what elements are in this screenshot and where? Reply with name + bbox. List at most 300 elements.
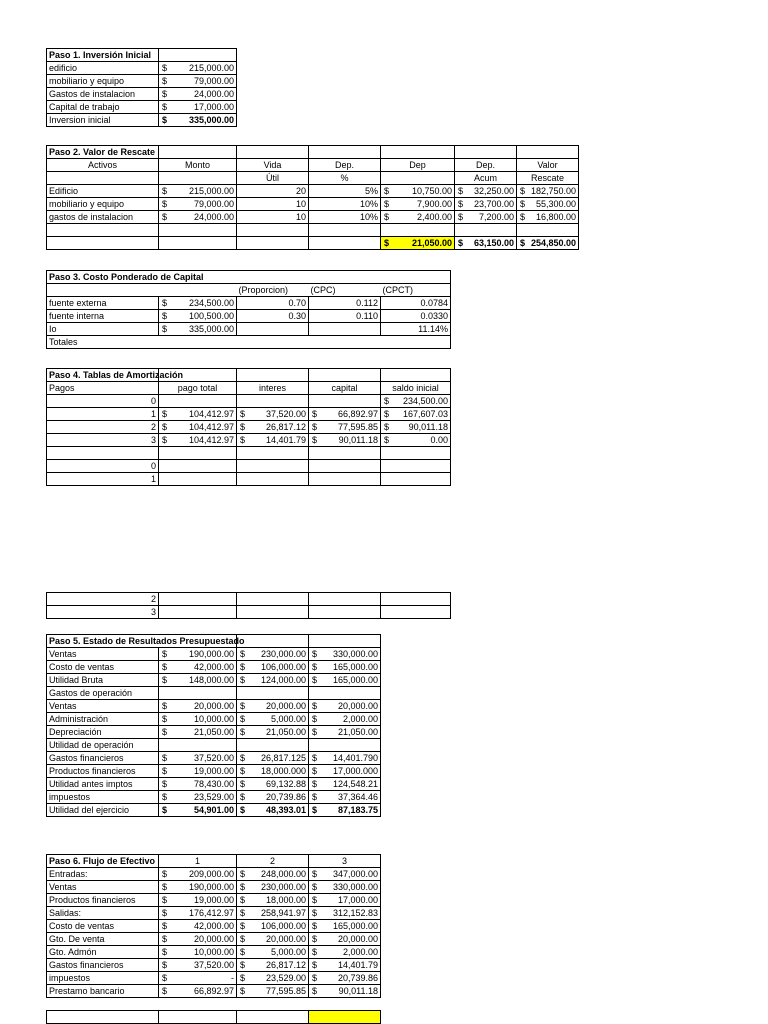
currency-sign: $ xyxy=(162,753,168,763)
empty-cell xyxy=(309,606,381,619)
amount-value: 90,011.18 xyxy=(408,422,448,432)
amount-value: 14,401.79 xyxy=(337,960,378,970)
amount-value: 26,817.12 xyxy=(265,960,306,970)
amount-value: 20,000.00 xyxy=(193,701,234,711)
cpc-cell: 0.112 xyxy=(309,297,381,310)
year-2-cell xyxy=(237,804,309,817)
table-row xyxy=(47,211,579,224)
year-3-cell xyxy=(309,752,381,765)
acum-cell xyxy=(455,198,517,211)
amount-value: 254,850.00 xyxy=(530,238,576,248)
currency-sign: $ xyxy=(312,727,318,737)
empty-cell xyxy=(237,447,309,460)
paso3-table xyxy=(46,270,451,349)
empty-cell xyxy=(159,447,237,460)
acum-cell xyxy=(455,185,517,198)
amount-value: 78,430.00 xyxy=(193,779,234,789)
amount-value: 24,000.00 xyxy=(193,212,234,222)
amount-value: 42,000.00 xyxy=(193,662,234,672)
row-amount xyxy=(159,75,237,88)
currency-sign: $ xyxy=(162,675,168,685)
empty-cell xyxy=(159,593,237,606)
table-row xyxy=(47,434,451,447)
currency-sign: $ xyxy=(162,649,168,659)
empty-cell xyxy=(381,224,455,237)
table-row xyxy=(47,473,451,486)
table-row xyxy=(47,752,381,765)
empty-cell xyxy=(159,473,237,486)
table-row xyxy=(47,713,381,726)
empty-cell xyxy=(309,224,381,237)
row-label: Ventas xyxy=(47,700,159,713)
amount-value: 20,000.00 xyxy=(265,934,306,944)
empty-cell xyxy=(309,336,381,349)
amount-value: 37,520.00 xyxy=(193,753,234,763)
currency-sign: $ xyxy=(312,779,318,789)
year-2-cell xyxy=(237,778,309,791)
amount-value: 19,000.00 xyxy=(193,895,234,905)
pago-cell xyxy=(159,421,237,434)
empty-cell xyxy=(309,593,381,606)
table-row xyxy=(47,421,451,434)
year-1-cell xyxy=(159,700,237,713)
period-2-cell xyxy=(237,933,309,946)
currency-sign: $ xyxy=(312,908,318,918)
currency-sign: $ xyxy=(162,934,168,944)
paso5-table xyxy=(46,634,381,817)
amount-value: 37,520.00 xyxy=(265,409,306,419)
empty-cell xyxy=(381,336,451,349)
amount-value: 17,000.00 xyxy=(337,895,378,905)
dep-cell xyxy=(381,185,455,198)
amount-value: 5,000.00 xyxy=(270,714,306,724)
column-header: Valor xyxy=(517,159,579,172)
table-row xyxy=(47,606,451,619)
row-label: Prestamo bancario xyxy=(47,985,159,998)
currency-sign: $ xyxy=(240,921,246,931)
amount-value: 312,152.83 xyxy=(332,908,378,918)
paso5-title: Paso 5. Estado de Resultados Presupuestado xyxy=(47,635,159,648)
amount-value: 54,901.00 xyxy=(193,805,234,815)
amount-value: 17,000.000 xyxy=(332,766,378,776)
currency-sign: $ xyxy=(520,212,526,222)
empty-cell xyxy=(309,369,381,382)
table-row xyxy=(47,460,451,473)
currency-sign: $ xyxy=(520,199,526,209)
period-2-cell xyxy=(237,868,309,881)
currency-sign: $ xyxy=(240,895,246,905)
amount-value: 55,300.00 xyxy=(535,199,576,209)
paso4-title: Paso 4. Tablas de Amortización xyxy=(47,369,159,382)
row-label: Costo de ventas xyxy=(47,661,159,674)
amount-value: 20,000.00 xyxy=(337,701,378,711)
amount-value: 215,000.00 xyxy=(188,186,234,196)
currency-sign: $ xyxy=(240,973,246,983)
column-header: Vida xyxy=(237,159,309,172)
pct-cell: 10% xyxy=(309,211,381,224)
row-label: mobiliario y equipo xyxy=(47,198,159,211)
year-2-cell xyxy=(237,661,309,674)
table-row xyxy=(47,114,237,127)
amount-value: 124,000.00 xyxy=(260,675,306,685)
currency-sign: $ xyxy=(312,766,318,776)
paso4-table-continued xyxy=(46,592,451,619)
currency-sign: $ xyxy=(240,766,246,776)
table-row xyxy=(47,791,381,804)
amount-value: 21,050.00 xyxy=(411,238,452,248)
currency-sign: $ xyxy=(162,792,168,802)
capital-cell xyxy=(309,408,381,421)
amount-value: 10,000.00 xyxy=(193,947,234,957)
row-label: mobiliario y equipo xyxy=(47,75,159,88)
period-2-cell xyxy=(237,881,309,894)
amount-value: 20,000.00 xyxy=(193,934,234,944)
table-row xyxy=(47,946,381,959)
year-2-cell xyxy=(237,648,309,661)
currency-sign: $ xyxy=(384,238,390,248)
empty-cell xyxy=(517,146,579,159)
empty-cell xyxy=(159,146,237,159)
interes-cell xyxy=(237,421,309,434)
period-3-cell xyxy=(309,894,381,907)
row-amount xyxy=(159,101,237,114)
period-1-cell xyxy=(159,868,237,881)
empty-cell xyxy=(159,1011,237,1024)
currency-sign: $ xyxy=(240,701,246,711)
currency-sign: $ xyxy=(162,76,168,86)
period-3-cell xyxy=(309,933,381,946)
amount-value: 42,000.00 xyxy=(193,921,234,931)
empty-cell xyxy=(47,447,159,460)
empty-cell xyxy=(159,336,237,349)
monto-cell xyxy=(159,310,237,323)
column-header: saldo inicial xyxy=(381,382,451,395)
pago-number: 0 xyxy=(47,460,159,473)
period-1-cell xyxy=(159,946,237,959)
row-label: Gastos financieros xyxy=(47,752,159,765)
period-1-cell xyxy=(159,933,237,946)
currency-sign: $ xyxy=(162,311,168,321)
period-3-cell xyxy=(309,946,381,959)
amount-value: 124,548.21 xyxy=(332,779,378,789)
proporcion-cell: 0.70 xyxy=(237,297,309,310)
currency-sign: $ xyxy=(162,199,168,209)
empty-cell xyxy=(237,1011,309,1024)
paso2-table xyxy=(46,145,579,250)
currency-sign: $ xyxy=(162,409,168,419)
amount-value: 18,000.000 xyxy=(260,766,306,776)
currency-sign: $ xyxy=(312,435,318,445)
currency-sign: $ xyxy=(240,727,246,737)
amount-value: 79,000.00 xyxy=(193,199,234,209)
currency-sign: $ xyxy=(162,973,168,983)
year-3-cell xyxy=(309,648,381,661)
table-row xyxy=(47,395,451,408)
paso3-h-prop: (Proporcion) xyxy=(237,284,309,297)
amount-value: 230,000.00 xyxy=(260,882,306,892)
table-row xyxy=(47,894,381,907)
currency-sign: $ xyxy=(240,869,246,879)
total-dep-cell xyxy=(381,237,455,250)
empty-cell xyxy=(455,224,517,237)
row-amount xyxy=(159,88,237,101)
row-label: Edificio xyxy=(47,185,159,198)
period-1-cell xyxy=(159,920,237,933)
currency-sign: $ xyxy=(312,869,318,879)
amount-value: 26,817.125 xyxy=(260,753,306,763)
paso2-title: Paso 2. Valor de Rescate xyxy=(47,146,159,159)
pago-number: 0 xyxy=(47,395,159,408)
amount-value: 258,941.97 xyxy=(260,908,306,918)
empty-cell xyxy=(237,395,309,408)
currency-sign: $ xyxy=(384,186,390,196)
column-subheader xyxy=(47,172,159,185)
column-header: pago total xyxy=(159,382,237,395)
period-3-cell xyxy=(309,959,381,972)
currency-sign: $ xyxy=(162,701,168,711)
currency-sign: $ xyxy=(312,792,318,802)
currency-sign: $ xyxy=(520,186,526,196)
period-1-cell xyxy=(159,907,237,920)
table-row xyxy=(47,765,381,778)
currency-sign: $ xyxy=(312,753,318,763)
row-label: fuente interna xyxy=(47,310,159,323)
paso6-title: Paso 6. Flujo de Efectivo xyxy=(47,855,159,868)
table-row xyxy=(47,62,237,75)
empty-cell xyxy=(455,146,517,159)
amount-value: 104,412.97 xyxy=(188,409,234,419)
amount-value: - xyxy=(231,973,234,983)
currency-sign: $ xyxy=(240,409,246,419)
column-header: 1 xyxy=(159,855,237,868)
row-label: Productos financieros xyxy=(47,894,159,907)
currency-sign: $ xyxy=(162,324,168,334)
amount-value: 167,607.03 xyxy=(402,409,448,419)
column-header: interes xyxy=(237,382,309,395)
row-label: Gto. De venta xyxy=(47,933,159,946)
cpct-cell: 11.14% xyxy=(381,323,451,336)
empty-cell xyxy=(159,998,237,1011)
amount-value: 209,000.00 xyxy=(188,869,234,879)
currency-sign: $ xyxy=(162,89,168,99)
year-2-cell xyxy=(237,726,309,739)
capital-cell xyxy=(309,434,381,447)
row-label: Depreciación xyxy=(47,726,159,739)
period-3-cell xyxy=(309,920,381,933)
currency-sign: $ xyxy=(384,422,390,432)
currency-sign: $ xyxy=(240,934,246,944)
amount-value: 330,000.00 xyxy=(332,882,378,892)
amount-value: 190,000.00 xyxy=(188,882,234,892)
empty-cell xyxy=(381,146,455,159)
row-label: Gastos de operación xyxy=(47,687,159,700)
empty-cell xyxy=(159,687,237,700)
row-label: Utilidad Bruta xyxy=(47,674,159,687)
currency-sign: $ xyxy=(384,199,390,209)
paso3-totales: Totales xyxy=(47,336,159,349)
rescate-cell xyxy=(517,198,579,211)
period-2-cell xyxy=(237,920,309,933)
amount-value: 165,000.00 xyxy=(332,675,378,685)
year-3-cell xyxy=(309,804,381,817)
period-2-cell xyxy=(237,907,309,920)
currency-sign: $ xyxy=(240,947,246,957)
currency-sign: $ xyxy=(312,662,318,672)
amount-value: 21,050.00 xyxy=(265,727,306,737)
amount-value: 10,750.00 xyxy=(411,186,452,196)
currency-sign: $ xyxy=(384,396,390,406)
currency-sign: $ xyxy=(458,199,464,209)
year-2-cell xyxy=(237,674,309,687)
row-label: edificio xyxy=(47,62,159,75)
period-1-cell xyxy=(159,959,237,972)
empty-cell xyxy=(159,284,237,297)
proporcion-cell: 0.30 xyxy=(237,310,309,323)
table-row xyxy=(47,778,381,791)
table-row xyxy=(47,804,381,817)
amount-value: 234,500.00 xyxy=(402,396,448,406)
pago-number: 2 xyxy=(47,421,159,434)
currency-sign: $ xyxy=(240,792,246,802)
dep-cell xyxy=(381,211,455,224)
empty-cell xyxy=(237,739,309,752)
row-label: Gastos financieros xyxy=(47,959,159,972)
empty-cell xyxy=(309,635,381,648)
cpc-cell: 0.110 xyxy=(309,310,381,323)
paso3-h-cpct: (CPCT) xyxy=(381,284,451,297)
row-label: impuestos xyxy=(47,791,159,804)
period-2-cell xyxy=(237,959,309,972)
empty-cell xyxy=(237,593,309,606)
table-row xyxy=(47,323,451,336)
currency-sign: $ xyxy=(312,409,318,419)
amount-value: 90,011.18 xyxy=(338,986,378,996)
table-row xyxy=(47,972,381,985)
empty-cell xyxy=(381,606,451,619)
currency-sign: $ xyxy=(162,435,168,445)
currency-sign: $ xyxy=(162,63,168,73)
year-1-cell xyxy=(159,648,237,661)
row-label: Utilidad antes imptos xyxy=(47,778,159,791)
empty-cell xyxy=(159,395,237,408)
currency-sign: $ xyxy=(240,675,246,685)
amount-value: 32,250.00 xyxy=(473,186,514,196)
currency-sign: $ xyxy=(240,422,246,432)
currency-sign: $ xyxy=(312,701,318,711)
period-2-cell xyxy=(237,946,309,959)
year-2-cell xyxy=(237,765,309,778)
column-subheader xyxy=(381,172,455,185)
currency-sign: $ xyxy=(312,882,318,892)
amount-value: 37,364.46 xyxy=(337,792,378,802)
period-1-cell xyxy=(159,894,237,907)
paso4-table xyxy=(46,368,451,486)
currency-sign: $ xyxy=(458,186,464,196)
empty-cell xyxy=(237,687,309,700)
amount-value: 165,000.00 xyxy=(332,921,378,931)
empty-cell xyxy=(309,271,381,284)
period-3-cell xyxy=(309,972,381,985)
year-1-cell xyxy=(159,752,237,765)
empty-cell xyxy=(309,460,381,473)
capital-cell xyxy=(309,421,381,434)
row-label: Utilidad del ejercicio xyxy=(47,804,159,817)
year-3-cell xyxy=(309,713,381,726)
amount-value: 14,401.79 xyxy=(265,435,306,445)
table-row xyxy=(47,726,381,739)
period-3-cell xyxy=(309,881,381,894)
empty-cell xyxy=(237,336,309,349)
currency-sign: $ xyxy=(312,934,318,944)
currency-sign: $ xyxy=(312,675,318,685)
amount-value: 20,000.00 xyxy=(265,701,306,711)
row-label: gastos de instalacion xyxy=(47,211,159,224)
currency-sign: $ xyxy=(312,973,318,983)
period-2-cell xyxy=(237,894,309,907)
vida-cell: 10 xyxy=(237,198,309,211)
empty-cell xyxy=(237,224,309,237)
currency-sign: $ xyxy=(384,435,390,445)
table-row xyxy=(47,674,381,687)
monto-cell xyxy=(159,198,237,211)
empty-cell xyxy=(517,224,579,237)
empty-cell xyxy=(159,606,237,619)
table-row xyxy=(47,198,579,211)
table-row xyxy=(47,101,237,114)
cpc-cell xyxy=(309,323,381,336)
table-row xyxy=(47,739,381,752)
row-label: Io xyxy=(47,323,159,336)
currency-sign: $ xyxy=(240,714,246,724)
row-label: Gastos de instalacion xyxy=(47,88,159,101)
table-row xyxy=(47,687,381,700)
amount-value: 14,401.790 xyxy=(332,753,378,763)
empty-cell xyxy=(47,224,159,237)
pago-number: 1 xyxy=(47,408,159,421)
amount-value: 20,000.00 xyxy=(337,934,378,944)
currency-sign: $ xyxy=(162,986,168,996)
year-3-cell xyxy=(309,765,381,778)
column-header: 3 xyxy=(309,855,381,868)
monto-cell xyxy=(159,211,237,224)
column-header: 2 xyxy=(237,855,309,868)
amount-value: 66,892.97 xyxy=(337,409,378,419)
empty-cell xyxy=(309,1011,381,1024)
column-header: Activos xyxy=(47,159,159,172)
currency-sign: $ xyxy=(312,895,318,905)
period-1-cell xyxy=(159,972,237,985)
saldo-cell xyxy=(381,395,451,408)
column-subheader: Útil xyxy=(237,172,309,185)
monto-cell xyxy=(159,297,237,310)
row-label: Inversion inicial xyxy=(47,114,159,127)
empty-cell xyxy=(381,447,451,460)
year-1-cell xyxy=(159,661,237,674)
currency-sign: $ xyxy=(458,238,464,248)
empty-cell xyxy=(309,447,381,460)
currency-sign: $ xyxy=(162,298,168,308)
currency-sign: $ xyxy=(162,960,168,970)
period-1-cell xyxy=(159,985,237,998)
currency-sign: $ xyxy=(240,649,246,659)
saldo-cell xyxy=(381,408,451,421)
table-row xyxy=(47,593,451,606)
currency-sign: $ xyxy=(384,409,390,419)
pago-number: 3 xyxy=(47,606,159,619)
year-3-cell xyxy=(309,661,381,674)
amount-value: 335,000.00 xyxy=(188,115,234,125)
amount-value: 77,595.85 xyxy=(337,422,378,432)
